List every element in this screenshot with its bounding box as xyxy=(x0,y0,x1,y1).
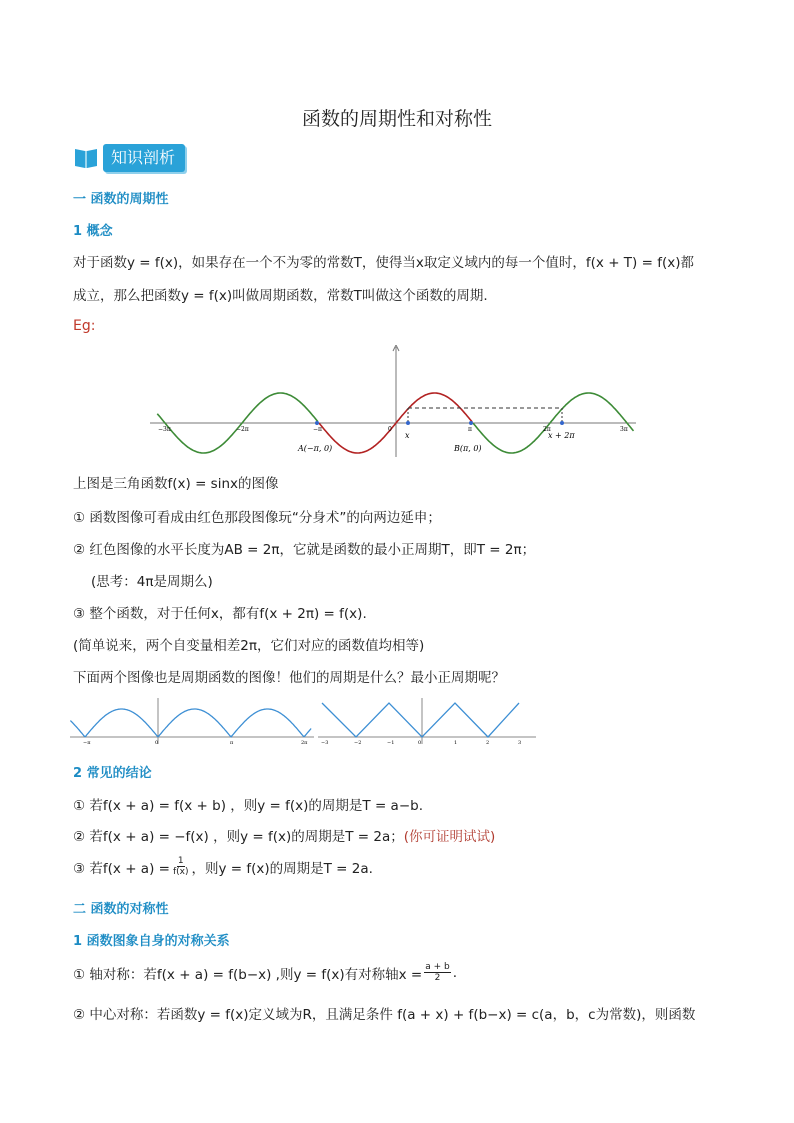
label-x: x xyxy=(405,431,410,440)
paragraph: ① 若f(x + a) = f(x + b) ，则y = f(x)的周期是T = a−b. xyxy=(73,798,424,814)
triangle-wave xyxy=(322,703,519,737)
section-heading: 二 函数的对称性 xyxy=(73,902,169,917)
tick-label: 3π xyxy=(620,426,628,433)
tick-label: 2π xyxy=(543,426,551,433)
paragraph xyxy=(73,962,457,983)
symmetry-text: ① 轴对称：若f(x + a) = f(b−x) ,则y = f(x)有对称轴x = xyxy=(73,966,423,983)
fraction xyxy=(424,962,451,983)
paragraph: 上图是三角函数f(x) = sinx的图像 xyxy=(73,476,279,492)
conclusion-note: (你可证明试试) xyxy=(403,829,496,845)
section-badge xyxy=(73,144,185,172)
tick-label: −3π xyxy=(158,426,171,433)
triangle-graph xyxy=(318,698,538,746)
numerator: 1 xyxy=(177,856,184,866)
paragraph: ② 中心对称：若函数y = f(x)定义域为R，且满足条件 f(a + x) + f(b−x) = c(a，b，c为常数)，则函数 xyxy=(73,1007,696,1023)
label-x2pi: x + 2π xyxy=(548,431,575,440)
page-title: 函数的周期性和对称性 xyxy=(301,108,492,130)
book-icon xyxy=(73,146,99,170)
point-x xyxy=(406,421,410,425)
tick-label: π xyxy=(468,426,472,433)
paragraph: 对于函数y = f(x)，如果存在一个不为零的常数T，使得当x取定义域内的每一个值时，f(x + T) = f(x)都 xyxy=(73,255,694,271)
paragraph: ③ 整个函数，对于任何x，都有f(x + 2π) = f(x). xyxy=(73,606,367,622)
section-heading: 一 函数的周期性 xyxy=(73,192,169,207)
tick-label: 2 xyxy=(486,740,490,746)
sub-heading: 1 概念 xyxy=(73,224,113,239)
tick-label: 0 xyxy=(155,740,159,746)
conclusion-text: ，则y = f(x)的周期是T = 2a. xyxy=(191,860,373,877)
paragraph xyxy=(73,856,373,877)
numerator: a + b xyxy=(425,962,450,972)
paragraph: (简单说来，两个自变量相差2π，它们对应的函数值均相等) xyxy=(73,638,425,654)
paragraph: ② 红色图像的水平长度为AB = 2π，它就是函数的最小正周期T，即T = 2π； xyxy=(73,542,536,558)
conclusion-text: ③ 若f(x + a) = xyxy=(73,860,170,877)
arch-graph xyxy=(70,698,315,746)
conclusion-text: ② 若f(x + a) = −f(x) ，则y = f(x)的周期是T = 2a； xyxy=(73,829,404,845)
sine-graph xyxy=(150,345,640,460)
tick-label: −π xyxy=(313,426,322,433)
paragraph: 下面两个图像也是周期函数的图像！他们的周期是什么？最小正周期呢？ xyxy=(73,670,505,686)
tick-label: 0 xyxy=(418,740,422,746)
tick-label: −2π xyxy=(236,426,249,433)
example-label: Eg: xyxy=(73,318,96,334)
paragraph: ① 函数图像可看成由红色那段图像玩“分身术”的向两边延申； xyxy=(73,510,441,526)
sub-heading: 2 常见的结论 xyxy=(73,766,152,781)
tick-label: π xyxy=(230,740,234,746)
arch-curve xyxy=(70,709,311,737)
paragraph: 成立，那么把函数y = f(x)叫做周期函数，常数T叫做这个函数的周期. xyxy=(73,288,488,304)
tick-label: −π xyxy=(83,740,91,746)
tick-label: −1 xyxy=(387,740,395,746)
symmetry-text: . xyxy=(452,964,458,981)
point-A xyxy=(315,421,319,425)
tick-label: −3 xyxy=(321,740,329,746)
label-A: A(−π, 0) xyxy=(298,444,333,453)
tick-label: −2 xyxy=(354,740,362,746)
denominator: 2 xyxy=(434,973,441,983)
badge-label: 知识剖析 xyxy=(103,144,185,172)
tick-label: 3 xyxy=(518,740,522,746)
label-B: B(π, 0) xyxy=(454,444,482,453)
paragraph: (思考：4π是周期么) xyxy=(91,574,213,590)
point-B xyxy=(469,421,473,425)
tick-label: 2π xyxy=(301,740,308,746)
point-x2pi xyxy=(560,421,564,425)
denominator: f(x) xyxy=(172,867,189,877)
sub-heading: 1 函数图象自身的对称关系 xyxy=(73,934,230,949)
tick-label: 0 xyxy=(388,426,392,433)
paragraph xyxy=(73,825,495,845)
tick-label: 1 xyxy=(454,740,458,746)
fraction xyxy=(173,856,189,877)
